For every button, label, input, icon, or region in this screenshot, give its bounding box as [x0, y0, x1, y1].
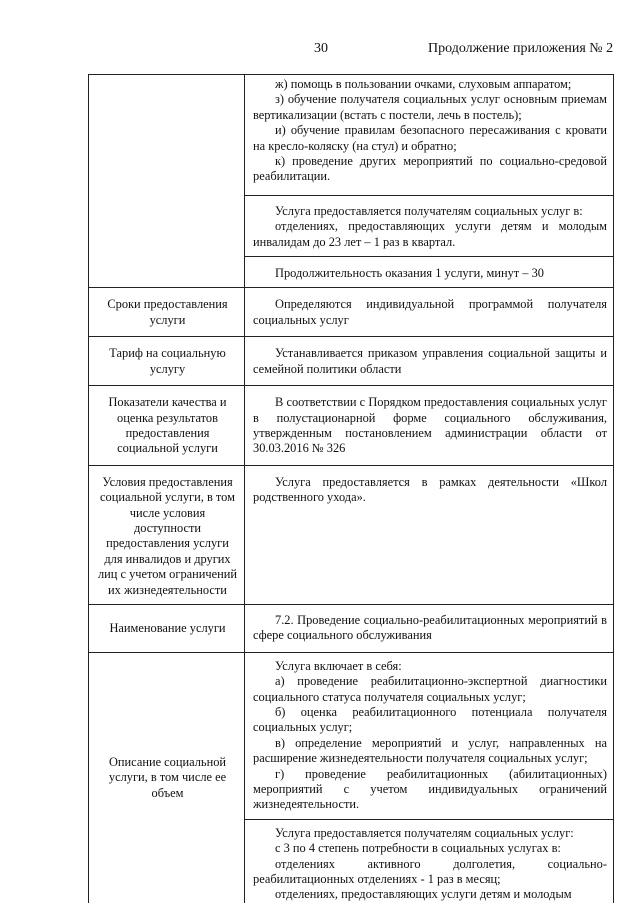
paragraph: Услуга предоставляется в рамках деятельности «Школ родственного ухода». [253, 474, 607, 505]
table-row [89, 337, 614, 386]
row-label: Описание социальной услуги, в том числе ее объем [89, 652, 245, 903]
paragraph: отделениях, предоставляющих услуги детям и молодым инвалидам до 23 лет – 1 раз в квартал. [253, 219, 607, 249]
row-value [245, 604, 614, 652]
table-row [89, 386, 614, 466]
paragraph: с 3 по 4 степень потребности в социальных услугах в: [275, 841, 561, 856]
service-title: 7.2. Проведение социально-реабилитационных мероприятий в сфере социального обслуживания [253, 612, 607, 643]
paragraph: отделениях активного долголетия, социально-реабилитационных отделениях - 1 раз в месяц; [253, 856, 607, 887]
list-item: к) проведение других мероприятий по социально-средовой реабилитации. [253, 154, 607, 184]
row-value [245, 288, 614, 337]
list-item: з) обучение получателя социальных услуг основным приемам вертикализации (встать с постели, лечь в постель); [253, 92, 607, 122]
row-label: Сроки предоставления услуги [89, 288, 245, 337]
table-row [89, 652, 614, 819]
row-label: Условия предоставления социальной услуги, в том числе условия доступности предоставления услуги для инвалидов и других лиц с учетом ограничений их жизнедеятельности [89, 465, 245, 604]
items-cell [245, 75, 614, 196]
includes-cell [245, 652, 614, 819]
page-number: 30 [314, 41, 328, 56]
list-item: б) оценка реабилитационного потенциала получателя социальных услуг; [253, 705, 607, 735]
table-row [89, 465, 614, 604]
recipients-cell [245, 819, 614, 903]
list-item: в) определение мероприятий и услуг, направленных на расширение жизнедеятельности получателя социальных услуг; [253, 735, 607, 766]
paragraph: Услуга включает в себя: [275, 658, 402, 673]
row-value [245, 337, 614, 386]
row-label: Наименование услуги [89, 604, 245, 652]
table-row [89, 288, 614, 337]
row-value [245, 465, 614, 604]
empty-label-cell [89, 75, 245, 288]
paragraph: Определяются индивидуальной программой получателя социальных услуг [253, 297, 607, 327]
list-item: ж) помощь в пользовании очками, слуховым аппаратом; [275, 77, 572, 91]
list-item: а) проведение реабилитационно-экспертной диагностики социального статуса получателя социальных услуг; [253, 674, 607, 704]
duration-cell [245, 257, 614, 288]
table-row [89, 604, 614, 652]
continuation-header: Продолжение приложения № 2 [428, 41, 614, 56]
service-table [88, 74, 614, 903]
list-item: и) обучение правилам безопасного пересаживания с кровати на кресло-коляску (на стул) и обратно; [253, 123, 607, 153]
paragraph: отделениях, предоставляющих услуги детям и молодым [275, 887, 572, 902]
paragraph: Устанавливается приказом управления социальной защиты и семейной политики области [253, 346, 607, 376]
paragraph: Услуга предоставляется получателям социальных услуг: [275, 825, 574, 840]
row-value [245, 386, 614, 466]
row-label: Тариф на социальную услугу [89, 337, 245, 386]
recipients-cell [245, 195, 614, 256]
paragraph: В соответствии с Порядком предоставления социальных услуг в полустационарной форме социального обслуживания, утвержденным постановлением администрации области от 30.03.2016 № 326 [253, 395, 607, 456]
row-label: Показатели качества и оценка результатов предоставления социальной услуги [89, 386, 245, 466]
paragraph: Услуга предоставляется получателям социальных услуг в: [275, 203, 583, 218]
table-row [89, 75, 614, 196]
paragraph: Продолжительность оказания 1 услуги, минут – 30 [275, 266, 544, 281]
list-item: г) проведение реабилитационных (абилитационных) мероприятий с учетом индивидуальных ограничений жизнедеятельности. [253, 766, 607, 812]
